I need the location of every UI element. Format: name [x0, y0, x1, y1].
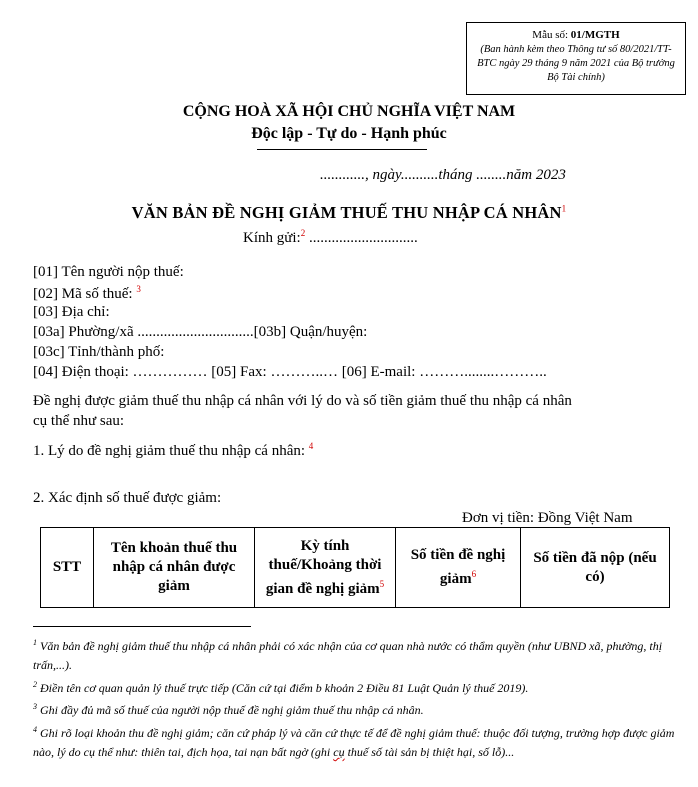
- footnote-2-text: Điền tên cơ quan quản lý thuế trực tiếp (Căn cứ tại điểm b khoản 2 Điều 81 Luật Quản lý thuế 2019).: [37, 681, 529, 695]
- currency-unit: Đơn vị tiền: Đồng Việt Nam: [462, 510, 633, 526]
- footnote-2: [33, 675, 678, 698]
- footnote-4-number: 4: [33, 725, 37, 734]
- field-ward-district: [03a] Phường/xã ...............................[03b] Quận/huyện:: [33, 324, 368, 340]
- footnote-4-text-end: thuế số tài sản bị thiệt hại, số lỗ)...: [344, 745, 515, 759]
- tax-amount-item: 2. Xác định số thuế được giảm:: [33, 490, 222, 506]
- footnote-2-number: 2: [33, 680, 37, 689]
- nation-title: CỘNG HOÀ XÃ HỘI CHỦ NGHĨA VIỆT NAM: [182, 103, 516, 120]
- footnote-3-text: Ghi đầy đủ mã số thuế của người nộp thuế đề nghị giảm thuế thu nhập cá nhân.: [37, 703, 424, 717]
- recipient-blank: .............................: [305, 230, 418, 246]
- reason-item-label: 1. Lý do đề nghị giảm thuế thu nhập cá nhân:: [33, 443, 309, 459]
- footnote-1-text: Văn bản đề nghị giảm thuế thu nhập cá nhân phải có xác nhận của cơ quan nhà nước có thẩm quyền (như UBND xã, phường, thị trấn,...).: [33, 639, 663, 672]
- footnote-ref-1: 1: [561, 203, 567, 214]
- footnote-4-spellcheck-word: cụ: [333, 745, 345, 759]
- footnote-ref-4: 4: [308, 441, 314, 451]
- table-header-row: [41, 528, 670, 608]
- header-tax-item: [94, 528, 255, 608]
- header-paid-amount: [521, 528, 670, 608]
- footnote-ref-2: 2: [300, 228, 306, 238]
- request-text-line1: Đề nghị được giảm thuế thu nhập cá nhân với lý do và số tiền giảm thuế thu nhập cá nhân: [33, 393, 572, 409]
- footnote-ref-3: 3: [136, 284, 141, 294]
- footnote-4-text: Ghi rõ loại khoản thu đề nghị giảm; căn cứ pháp lý và căn cứ thực tế để đề nghị giảm thuế: thuộc đối tượng, trường hợp được giảm nào, lý do cụ thể như: thiên tai, địch họa, tai nạn bất ngờ (ghi: [33, 726, 675, 759]
- footnote-1: [33, 633, 678, 675]
- request-text-line2: cụ thể như sau:: [33, 413, 125, 429]
- field-address: [03] Địa chỉ:: [33, 304, 110, 320]
- form-issuance-note: (Ban hành kèm theo Thông tư số 80/2021/TT-BTC ngày 29 tháng 9 năm 2021 của Bộ trưởng Bộ Tài chính): [477, 44, 675, 83]
- header-requested-amount: [396, 528, 521, 608]
- reason-item: [33, 441, 313, 460]
- form-code-label: Mẫu số:: [532, 29, 571, 41]
- tax-reduction-table: [40, 527, 670, 608]
- form-code-box: [466, 22, 686, 95]
- header-tax-period: [255, 528, 396, 608]
- field-contact: [04] Điện thoại: …………… [05] Fax: ………..… [06] E-mail: ………........………..: [33, 364, 547, 380]
- motto: Độc lập - Tự do - Hạnh phúc: [251, 125, 447, 142]
- field-province: [03c] Tỉnh/thành phố:: [33, 344, 165, 360]
- motto-underline: [257, 149, 427, 150]
- footnote-4: [33, 720, 678, 762]
- header-stt: [41, 528, 94, 608]
- footnote-3-number: 3: [33, 702, 37, 711]
- header-stt-text: STT: [52, 559, 82, 575]
- header-paid-amount-text: Số tiền đã nộp (nếu có): [533, 549, 657, 585]
- header-requested-amount-text: Số tiền đề nghị giảm: [410, 547, 506, 587]
- document-title-text: VĂN BẢN ĐỀ NGHỊ GIẢM THUẾ THU NHẬP CÁ NHÂN: [131, 203, 562, 222]
- field-tax-code-label: [02] Mã số thuế:: [33, 286, 137, 302]
- field-tax-code: [33, 284, 141, 303]
- field-taxpayer-name: [01] Tên người nộp thuế:: [33, 264, 184, 280]
- form-code-value: 01/MGTH: [570, 29, 620, 41]
- footnote-ref-5: 5: [379, 578, 385, 589]
- recipient-line: [243, 228, 418, 247]
- document-title: [0, 203, 698, 223]
- header-tax-period-text: Kỳ tính thuế/Khoảng thời gian đề nghị giảm: [265, 537, 382, 597]
- date-line: ............, ngày..........tháng ........năm 2023: [320, 167, 566, 183]
- header-tax-item-text: Tên khoản thuế thu nhập cá nhân được giảm: [110, 540, 238, 594]
- form-code: [473, 28, 679, 43]
- footnote-ref-6: 6: [471, 569, 477, 579]
- recipient-label: Kính gửi:: [243, 230, 301, 246]
- footnote-3: [33, 697, 678, 720]
- footnote-separator: [33, 626, 251, 627]
- footnote-1-number: 1: [33, 638, 37, 647]
